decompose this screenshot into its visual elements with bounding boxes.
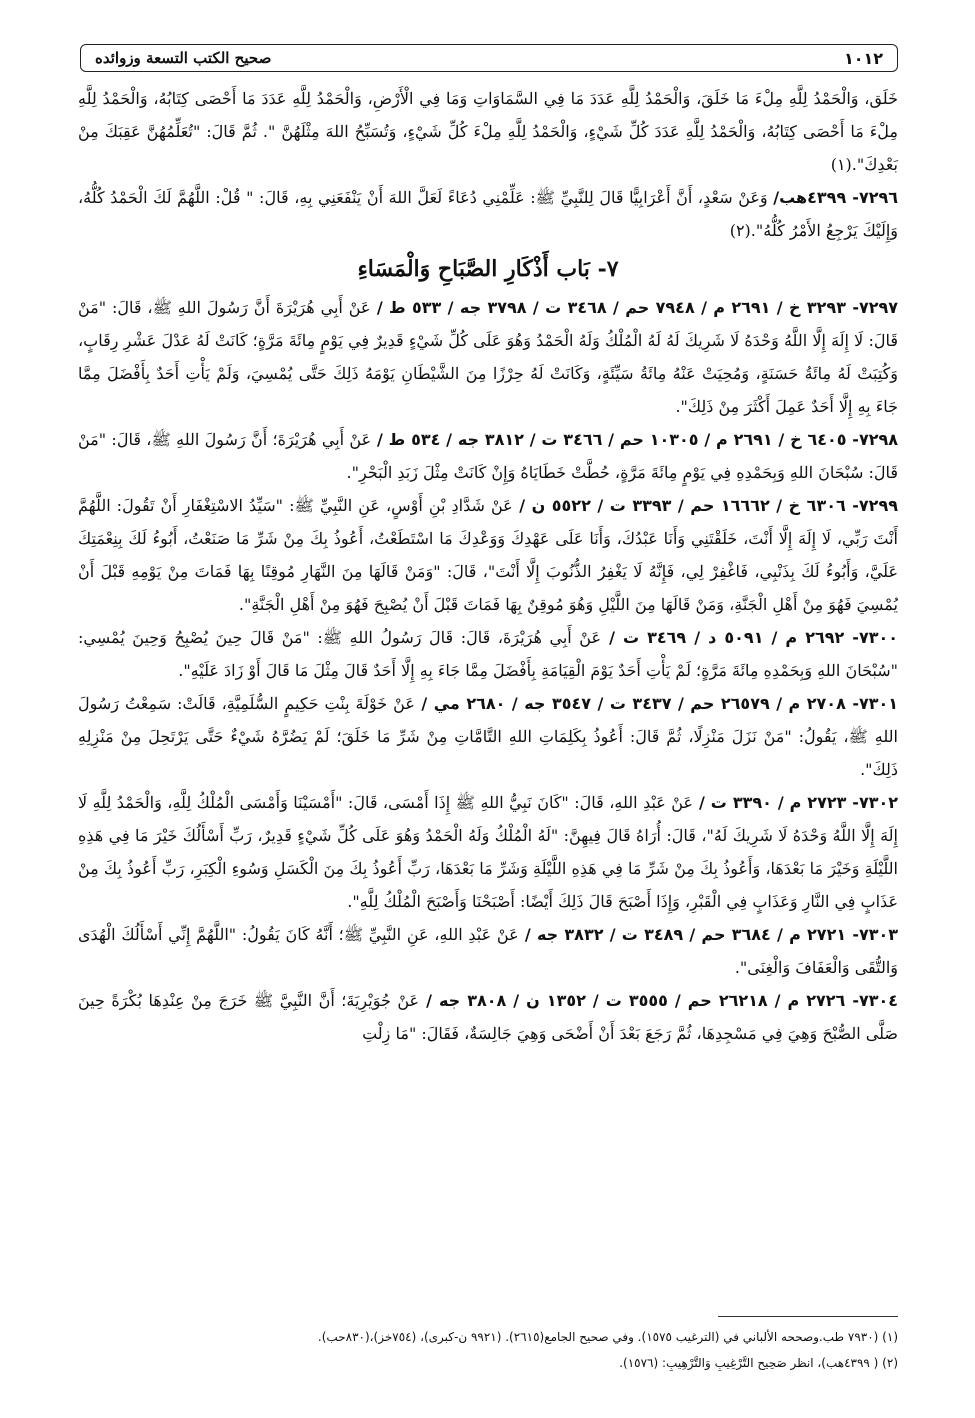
hadith-7296 — [78, 181, 898, 247]
hadith-text: وَعَنْ سَعْدٍ، أَنَّ أَعْرَابِيًّا قَالَ لِلنَّبِيِّ ﷺ: عَلِّمْنِي دُعَاءً لَعَلَّ اللهَ أَنْ يَنْفَعَنِي بِهِ، قَالَ: " قُلْ: اللَّهُمَّ لَكَ الْحَمْدُ كُلُّهُ، وَإِلَيْكَ يَرْجِعُ الأَمْرُ كُلُّهُ".(٢) — [78, 188, 898, 240]
hadith-number: ٧٣٠٣- ٢٧٢١ م / ٣٦٨٤ حم / ٣٤٨٩ ت / ٣٨٣٢ جه / — [518, 925, 899, 944]
continued-paragraph — [78, 82, 898, 181]
footnote-2: (٢) ( ٤٣٩٩هب)، انظر صَحِيح التَّرْغِيبِ وَالتَّرْهِيبِ: (١٥٧٦). — [619, 1356, 898, 1370]
hadith-number: ٧٢٩٧- ٣٢٩٣ خ / ٢٦٩١ م / ٧٩٤٨ حم / ٣٤٦٨ ت / ٣٧٩٨ جه / ٥٣٣ ط / — [370, 298, 899, 317]
hadith-text: عَنْ أَبِي هُرَيْرَةَ؛ أَنَّ رَسُولَ اللهِ ﷺ، قَالَ: "مَنْ قَالَ: سُبْحَانَ اللهِ وَبِحَمْدِهِ فِي يَوْمٍ مِائَةَ مَرَّةٍ، حُطَّتْ خَطَايَاهُ وَإِنْ كَانَتْ مِثْلَ زَبَدِ الْبَحْرِ". — [78, 430, 898, 482]
main-text — [78, 82, 898, 1050]
footnote-divider — [718, 1316, 898, 1317]
chapter-title: ٧- بَاب أَذْكَارِ الصَّبَاحِ وَالْمَسَاءِ — [357, 256, 619, 282]
hadith-number: ٧٣٠١- ٢٧٠٨ م / ٢٦٥٧٩ حم / ٣٤٣٧ ت / ٣٥٤٧ جه / ٢٦٨٠ مي / — [414, 694, 899, 713]
hadith-7298 — [78, 423, 898, 489]
hadith-text: عَنْ عَبْدِ اللهِ، عَنِ النَّبِيِّ ﷺ؛ أَنَّهُ كَانَ يَقُولُ: "اللَّهُمَّ إِنِّي أَسْأَلُكَ الْهُدَى وَالتُّقَى وَالْعَفَافَ وَالْغِنَى". — [78, 925, 898, 977]
book-title: صحيح الكتب التسعة وزوائده — [95, 49, 272, 67]
paragraph-text: خَلَق، وَالْحَمْدُ لِلَّهِ مِلْءَ مَا خَلَقَ، وَالْحَمْدُ لِلَّهِ عَدَدَ مَا فِي السَّمَاوَاتِ وَمَا فِي الْأَرْضِ، وَالْحَمْدُ لِلَّهِ عَدَدَ مَا أَحْصَى كِتَابُهُ، وَالْحَمْدُ لِلَّهِ مِلْءَ مَا أَحْصَى كِتَابُهُ، وَالْحَمْدُ لِلَّهِ عَدَدَ كُلِّ شَيْءٍ، وَالْحَمْدُ لِلَّهِ مِلْءَ كُلِّ شَيْءٍ، وَتُسَبِّحُ اللهَ مِثْلَهُنَّ ". ثُمَّ قَالَ: "تُعَلِّمُهُنَّ عَقِبَكَ مِنْ بَعْدِكَ".(١) — [78, 89, 898, 174]
hadith-7300 — [78, 621, 898, 687]
hadith-text: عَنْ أَبِي هُرَيْرَةَ، قَالَ: قَالَ رَسُولُ اللهِ ﷺ: "مَنْ قَالَ حِينَ يُصْبِحُ وَحِينَ يُمْسِي: "سُبْحَانَ اللهِ وَبِحَمْدِهِ مِائَةَ مَرَّةٍ؛ لَمْ يَأْتِ أَحَدٌ يَوْمَ الْقِيَامَةِ بِأَفْضَلَ مِمَّا جَاءَ بِهِ إِلَّا أَحَدٌ قَالَ مِثْلَ مَا قَالَ أَوْ زَادَ عَلَيْهِ". — [78, 628, 898, 680]
footnotes — [78, 1324, 898, 1376]
hadith-7299 — [78, 489, 898, 621]
hadith-number: ٧٢٩٦- ٤٣٩٩هب/ — [773, 188, 898, 207]
hadith-number: ٧٣٠٤- ٢٧٢٦ م / ٢٦٢١٨ حم / ٣٥٥٥ ت / ١٣٥٢ ن / ٣٨٠٨ جه / — [419, 991, 899, 1010]
hadith-text: عَنْ شَدَّادِ بْنِ أَوْسٍ، عَنِ النَّبِيِّ ﷺ: "سَيِّدُ الاسْتِغْفَارِ أَنْ تَقُولَ: اللَّهُمَّ أَنْتَ رَبِّي، لَا إِلَهَ إِلَّا أَنْتَ، خَلَقْتَنِي وَأَنَا عَبْدُكَ، وَأَنَا عَلَى عَهْدِكَ وَوَعْدِكَ مَا اسْتَطَعْتُ، أَعُوذُ بِكَ مِنْ شَرِّ مَا صَنَعْتُ، أَبُوءُ لَكَ بِنِعْمَتِكَ عَلَيَّ، وَأَبُوءُ لَكَ بِذَنْبِي، فَاغْفِرْ لِي، فَإِنَّهُ لَا يَغْفِرُ الذُّنُوبَ إِلَّا أَنْتَ"، قَالَ: "وَمَنْ قَالَهَا مِنَ النَّهَارِ مُوقِنًا بِهَا فَمَاتَ مِنْ يَوْمِهِ قَبْلَ أَنْ يُمْسِيَ فَهُوَ مِنْ أَهْلِ الْجَنَّةِ، وَمَنْ قَالَهَا مِنَ اللَّيْلِ وَهُوَ مُوقِنٌ بِهَا فَمَاتَ قَبْلَ أَنْ يُصْبِحَ فَهُوَ مِنْ أَهْلِ الْجَنَّةِ". — [78, 496, 899, 614]
hadith-text: عَنْ عَبْدِ اللهِ، قَالَ: "كَانَ نَبِيُّ اللهِ ﷺ إِذَا أَمْسَى، قَالَ: "أَمْسَيْنَا وَأَمْسَى الْمُلْكُ لِلَّهِ، وَالْحَمْدُ لِلَّهِ لَا إِلَهَ إِلَّا اللَّهُ وَحْدَهُ لَا شَرِيكَ لَهُ"، قَالَ: أُرَاهُ قَالَ فِيهِنَّ: "لَهُ الْمُلْكُ وَلَهُ الْحَمْدُ وَهُوَ عَلَى كُلِّ شَيْءٍ قَدِيرٌ، رَبِّ أَسْأَلُكَ خَيْرَ مَا فِي هَذِهِ اللَّيْلَةِ وَخَيْرَ مَا بَعْدَهَا، وَأَعُوذُ بِكَ مِنْ شَرِّ مَا فِي هَذِهِ اللَّيْلَةِ وَشَرِّ مَا بَعْدَهَا، رَبِّ أَعُوذُ بِكَ مِنَ الْكَسَلِ وَسُوءِ الْكِبَرِ، رَبِّ أَعُوذُ بِكَ مِنْ عَذَابٍ فِي النَّارِ وَعَذَابٍ فِي الْقَبْرِ، وَإِذَا أَصْبَحَ قَالَ ذَلِكَ أَيْضًا: أَصْبَحْنَا وَأَصْبَحَ الْمُلْكُ لِلَّهِ". — [78, 793, 898, 911]
footnote-1: (١) (٧٩٣٠ طب.وصححه الألباني في (الترغيب ١٥٧٥). وفي صحيح الجامع(٢٦١٥). (٩٩٢١ ن-كبرى)، (٧٥٤خز)،(٨٣٠حب). — [317, 1330, 898, 1344]
hadith-text: عَنْ أَبِي هُرَيْرَةَ أَنَّ رَسُولَ اللهِ ﷺ، قَالَ: "مَنْ قَالَ: لَا إِلَهَ إِلَّا اللَّهُ وَحْدَهُ لَا شَرِيكَ لَهُ لَهُ الْمُلْكُ وَلَهُ الْحَمْدُ وَهُوَ عَلَى كُلِّ شَيْءٍ قَدِيرٌ فِي يَوْمٍ مِائَةَ مَرَّةٍ؛ كَانَتْ لَهُ عَدْلَ عَشْرِ رِقَابٍ، وَكُتِبَتْ لَهُ مِائَةُ حَسَنَةٍ، وَمُحِيَتْ عَنْهُ مِائَةُ سَيِّئَةٍ، وَكَانَتْ لَهُ حِرْزًا مِنَ الشَّيْطَانِ يَوْمَهُ ذَلِكَ حَتَّى يُمْسِيَ، وَلَمْ يَأْتِ أَحَدٌ بِأَفْضَلَ مِمَّا جَاءَ بِهِ إِلَّا أَحَدٌ عَمِلَ أَكْثَرَ مِنْ ذَلِكَ". — [78, 298, 898, 416]
hadith-text: عَنْ خَوْلَةَ بِنْتِ حَكِيمٍ السُّلَمِيَّةِ، قَالَتْ: سَمِعْتُ رَسُولَ اللهِ ﷺ، يَقُولُ: "مَنْ نَزَلَ مَنْزِلًا، ثُمَّ قَالَ: أَعُوذُ بِكَلِمَاتِ اللهِ التَّامَّاتِ مِنْ شَرِّ مَا خَلَقَ؛ لَمْ يَضُرَّهُ شَيْءٌ حَتَّى يَرْتَحِلَ مِنْ مَنْزِلِهِ ذَلِكَ". — [78, 694, 898, 779]
hadith-text: عَنْ جُوَيْرِيَةَ؛ أَنَّ النَّبِيَّ ﷺ خَرَجَ مِنْ عِنْدِهَا بُكْرَةً حِينَ صَلَّى الصُّبْحَ وَهِيَ فِي مَسْجِدِهَا، ثُمَّ رَجَعَ بَعْدَ أَنْ أَضْحَى وَهِيَ جَالِسَةٌ، فَقَالَ: "مَا زِلْتِ — [78, 991, 898, 1043]
hadith-7304 — [78, 984, 898, 1050]
hadith-number: ٧٢٩٨- ٦٤٠٥ خ / ٢٦٩١ م / ١٠٣٠٥ حم / ٣٤٦٦ ت / ٣٨١٢ جه / ٥٣٤ ط / — [371, 430, 899, 449]
hadith-7302 — [78, 786, 898, 918]
hadith-7297 — [78, 291, 898, 423]
page-header — [80, 44, 898, 72]
hadith-number: ٧٣٠٢- ٢٧٢٣ م / ٣٣٩٠ ت / — [693, 793, 899, 812]
hadith-number: ٧٣٠٠- ٢٦٩٢ م / ٥٠٩١ د / ٣٤٦٩ ت / — [601, 628, 899, 647]
hadith-number: ٧٢٩٩- ٦٣٠٦ خ / ١٦٦٦٢ حم / ٣٣٩٣ ت / ٥٥٢٢ ن / — [512, 496, 898, 515]
hadith-7301 — [78, 687, 898, 786]
page-number: ١٠١٢ — [843, 48, 883, 68]
hadith-7303 — [78, 918, 898, 984]
